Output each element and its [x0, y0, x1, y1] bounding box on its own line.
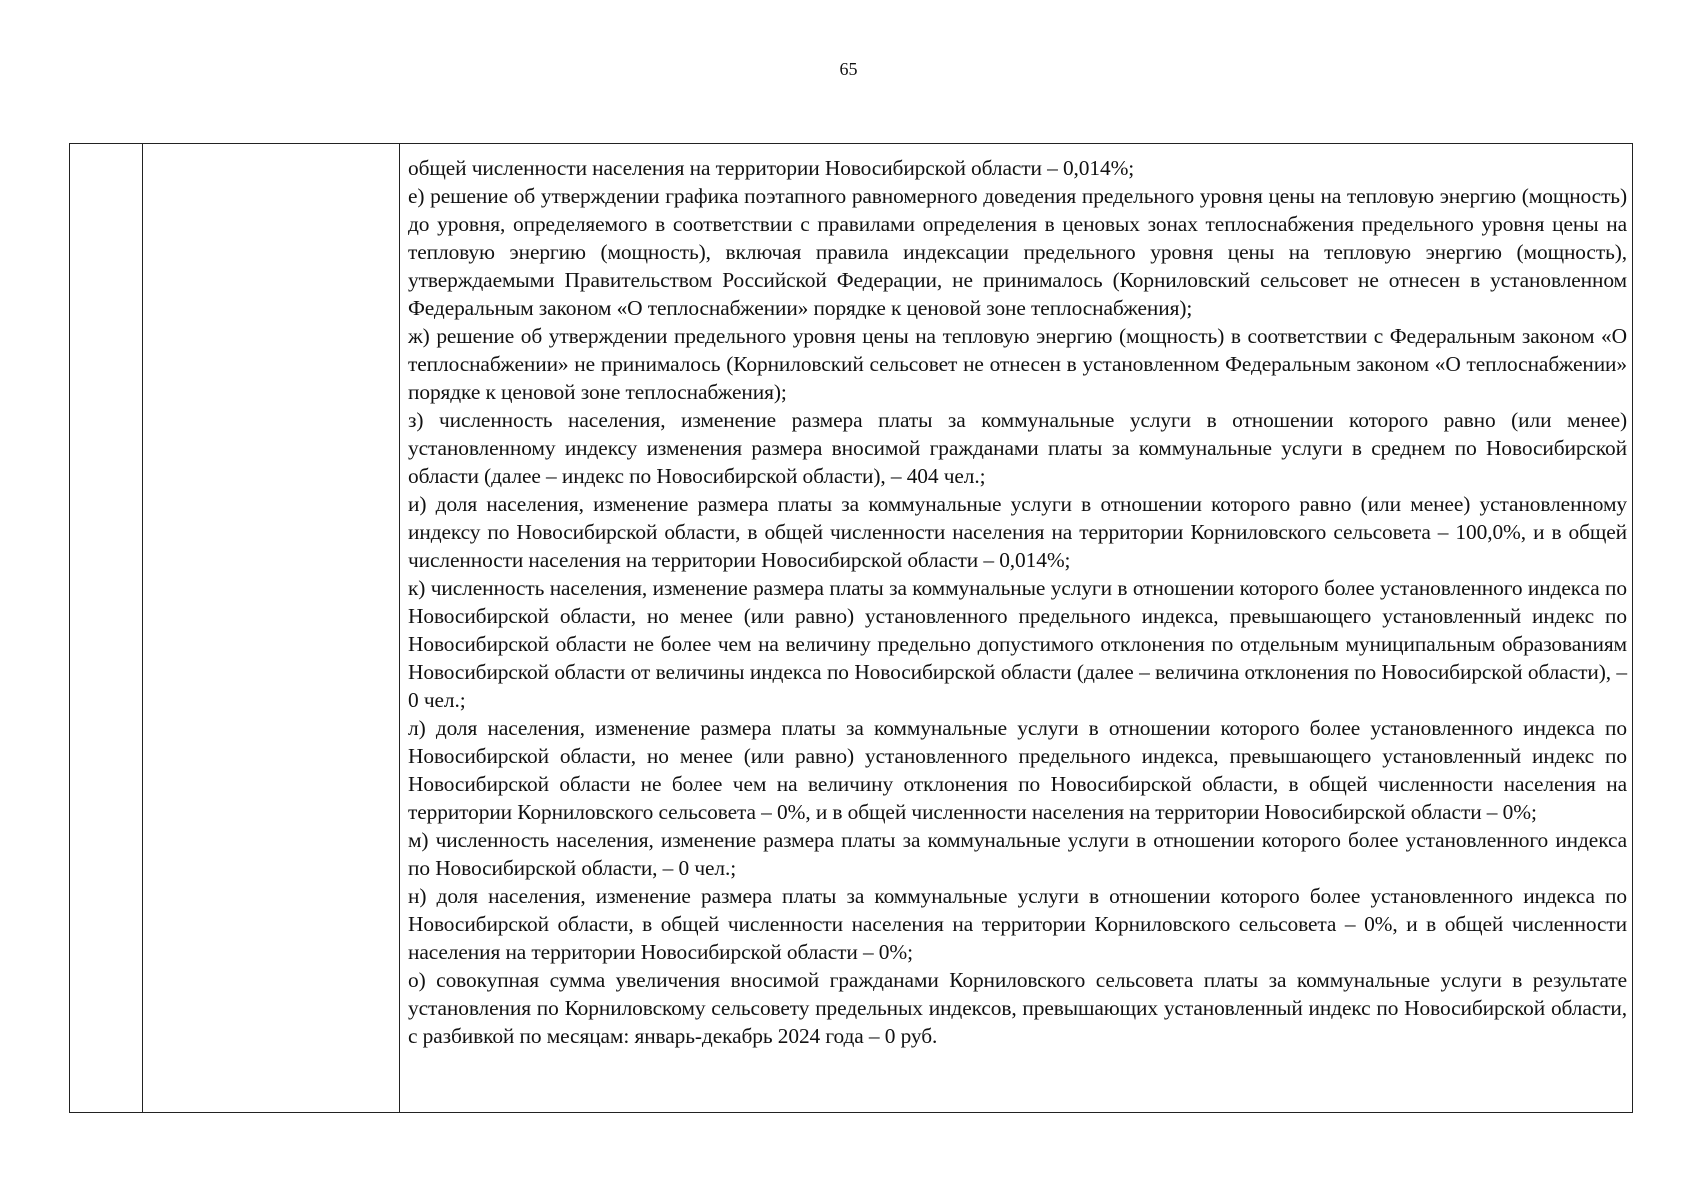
paragraph-k: к) численность населения, изменение размера платы за коммунальные услуги в отношении которого более установленного индекса по Новосибирской области, но менее (или равно) установленного предельного индекса, превышающего установленный индекс по Новосибирской области не более чем на величину предельно допустимого отклонения по отдельным муниципальным образованиям Новосибирской области от величины индекса по Новосибирской области (далее – величина отклонения по Новосибирской области), – 0 чел.;: [408, 576, 1627, 712]
cell-content: [400, 144, 1632, 1050]
table-row: [70, 144, 1633, 1113]
paragraph-i: и) доля населения, изменение размера платы за коммунальные услуги в отношении которого равно (или менее) установленному индексу по Новосибирской области, в общей численности населения на территории Корниловского сельсовета – 100,0%, и в общей численности населения на территории Новосибирской области – 0,014%;: [408, 492, 1627, 572]
document-table: [69, 143, 1633, 1113]
paragraph-zh: ж) решение об утверждении предельного уровня цены на тепловую энергию (мощность) в соответствии с Федеральным законом «О теплоснабжении» не принималось (Корниловский сельсовет не отнесен в установленном Федеральным законом «О теплоснабжении» порядке к ценовой зоне теплоснабжения);: [408, 324, 1627, 404]
paragraph-n: н) доля населения, изменение размера платы за коммунальные услуги в отношении которого более установленного индекса по Новосибирской области, в общей численности населения на территории Корниловского сельсовета – 0%, и в общей численности населения на территории Новосибирской области – 0%;: [408, 884, 1627, 964]
paragraph-m: м) численность населения, изменение размера платы за коммунальные услуги в отношении которого более установленного индекса по Новосибирской области, – 0 чел.;: [408, 828, 1627, 880]
paragraph-z: з) численность населения, изменение размера платы за коммунальные услуги в отношении которого равно (или менее) установленному индексу изменения размера вносимой гражданами платы за коммунальные услуги в среднем по Новосибирской области (далее – индекс по Новосибирской области), – 404 чел.;: [408, 408, 1627, 488]
page-number: 65: [839, 59, 858, 79]
table-cell-text: [400, 144, 1633, 1113]
paragraph-o: о) совокупная сумма увеличения вносимой гражданами Корниловского сельсовета платы за коммунальные услуги в результате установления по Корниловскому сельсовету предельных индексов, превышающих установленный индекс по Новосибирской области, с разбивкой по месяцам: январь-декабрь 2024 года – 0 руб.: [408, 968, 1627, 1048]
paragraph-e: е) решение об утверждении графика поэтапного равномерного доведения предельного уровня цены на тепловую энергию (мощность) до уровня, определяемого в соответствии с правилами определения в ценовых зонах теплоснабжения предельного уровня цены на тепловую энергию (мощность), включая правила индексации предельного уровня цены на тепловую энергию (мощность), утверждаемыми Правительством Российской Федерации, не принималось (Корниловский сельсовет не отнесен в установленном Федеральным законом «О теплоснабжении» порядке к ценовой зоне теплоснабжения);: [408, 184, 1627, 320]
table-cell-number: [70, 144, 143, 1113]
paragraph-l: л) доля населения, изменение размера платы за коммунальные услуги в отношении которого более установленного индекса по Новосибирской области, но менее (или равно) установленного предельного индекса, превышающего установленный индекс по Новосибирской области не более чем на величину отклонения по Новосибирской области, в общей численности населения на территории Корниловского сельсовета – 0%, и в общей численности населения на территории Новосибирской области – 0%;: [408, 716, 1627, 824]
table-cell-name: [143, 144, 400, 1113]
paragraph-continuation: общей численности населения на территории Новосибирской области – 0,014%;: [408, 156, 1135, 180]
